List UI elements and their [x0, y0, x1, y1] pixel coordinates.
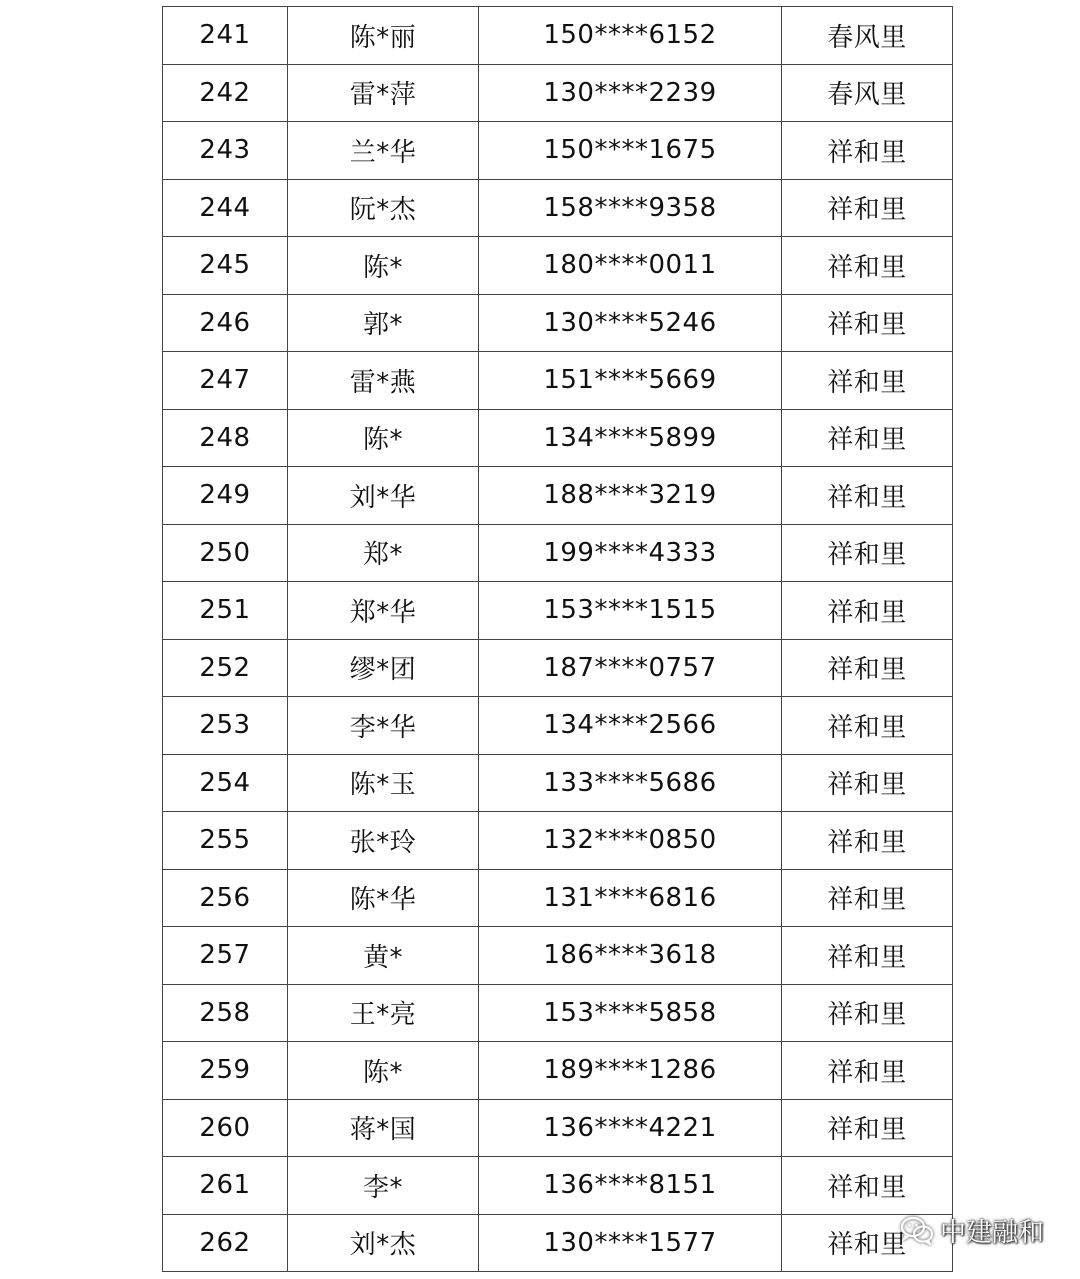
table-row — [163, 984, 953, 1042]
row-number-cell: 258 — [163, 984, 288, 1042]
name-cell: 刘*杰 — [288, 1214, 479, 1272]
watermark-text: 中建融和 — [940, 1217, 1045, 1248]
phone-cell: 153****1515 — [479, 582, 782, 640]
table-row — [163, 467, 953, 525]
phone-cell: 131****6816 — [479, 869, 782, 927]
phone-cell: 130****5246 — [479, 294, 782, 352]
name-cell: 郑* — [288, 524, 479, 582]
community-cell: 祥和里 — [782, 467, 953, 525]
row-number-cell: 257 — [163, 927, 288, 985]
community-cell: 春风里 — [782, 64, 953, 122]
row-number-cell: 252 — [163, 639, 288, 697]
phone-cell: 189****1286 — [479, 1042, 782, 1100]
watermark — [900, 1208, 1044, 1252]
community-cell: 祥和里 — [782, 697, 953, 755]
phone-cell: 134****5899 — [479, 409, 782, 467]
community-cell: 祥和里 — [782, 352, 953, 410]
table-row — [163, 697, 953, 755]
row-number-cell: 254 — [163, 754, 288, 812]
name-cell: 刘*华 — [288, 467, 479, 525]
table-row — [163, 754, 953, 812]
row-number-cell: 255 — [163, 812, 288, 870]
name-cell: 张*玲 — [288, 812, 479, 870]
table-row — [163, 64, 953, 122]
phone-cell: 136****4221 — [479, 1099, 782, 1157]
row-number-cell: 244 — [163, 179, 288, 237]
table-row — [163, 1157, 953, 1215]
name-cell: 郑*华 — [288, 582, 479, 640]
name-cell: 郭* — [288, 294, 479, 352]
community-cell: 祥和里 — [782, 1157, 953, 1215]
phone-cell: 180****0011 — [479, 237, 782, 295]
name-cell: 蒋*国 — [288, 1099, 479, 1157]
table-row — [163, 639, 953, 697]
phone-cell: 187****0757 — [479, 639, 782, 697]
community-cell: 祥和里 — [782, 812, 953, 870]
name-cell: 阮*杰 — [288, 179, 479, 237]
table-row — [163, 237, 953, 295]
phone-cell: 153****5858 — [479, 984, 782, 1042]
phone-cell: 130****2239 — [479, 64, 782, 122]
name-cell: 李* — [288, 1157, 479, 1215]
table-row — [163, 1042, 953, 1100]
phone-cell: 199****4333 — [479, 524, 782, 582]
table-row — [163, 524, 953, 582]
resident-table — [162, 6, 953, 1272]
table-body — [163, 7, 953, 1272]
phone-cell: 130****1577 — [479, 1214, 782, 1272]
row-number-cell: 246 — [163, 294, 288, 352]
name-cell: 陈* — [288, 1042, 479, 1100]
row-number-cell: 262 — [163, 1214, 288, 1272]
community-cell: 祥和里 — [782, 524, 953, 582]
community-cell: 祥和里 — [782, 1042, 953, 1100]
name-cell: 缪*团 — [288, 639, 479, 697]
name-cell: 李*华 — [288, 697, 479, 755]
row-number-cell: 256 — [163, 869, 288, 927]
name-cell: 陈* — [288, 409, 479, 467]
row-number-cell: 251 — [163, 582, 288, 640]
community-cell: 祥和里 — [782, 294, 953, 352]
name-cell: 陈*丽 — [288, 7, 479, 65]
phone-cell: 186****3618 — [479, 927, 782, 985]
community-cell: 祥和里 — [782, 1214, 953, 1272]
row-number-cell: 243 — [163, 122, 288, 180]
community-cell: 祥和里 — [782, 237, 953, 295]
table-row — [163, 927, 953, 985]
table-row — [163, 122, 953, 180]
phone-cell: 150****6152 — [479, 7, 782, 65]
row-number-cell: 250 — [163, 524, 288, 582]
name-cell: 陈*玉 — [288, 754, 479, 812]
community-cell: 祥和里 — [782, 927, 953, 985]
phone-cell: 158****9358 — [479, 179, 782, 237]
row-number-cell: 261 — [163, 1157, 288, 1215]
table-row — [163, 869, 953, 927]
phone-cell: 134****2566 — [479, 697, 782, 755]
community-cell: 祥和里 — [782, 582, 953, 640]
community-cell: 祥和里 — [782, 984, 953, 1042]
phone-cell: 150****1675 — [479, 122, 782, 180]
table-row — [163, 582, 953, 640]
row-number-cell: 249 — [163, 467, 288, 525]
phone-cell: 151****5669 — [479, 352, 782, 410]
row-number-cell: 253 — [163, 697, 288, 755]
table-row — [163, 1099, 953, 1157]
row-number-cell: 242 — [163, 64, 288, 122]
table-row — [163, 812, 953, 870]
name-cell: 黄* — [288, 927, 479, 985]
community-cell: 祥和里 — [782, 1099, 953, 1157]
row-number-cell: 247 — [163, 352, 288, 410]
row-number-cell: 260 — [163, 1099, 288, 1157]
phone-cell: 133****5686 — [479, 754, 782, 812]
table-row — [163, 409, 953, 467]
community-cell: 春风里 — [782, 7, 953, 65]
wechat-icon — [900, 1215, 934, 1245]
table-row — [163, 179, 953, 237]
table-row — [163, 1214, 953, 1272]
name-cell: 雷*萍 — [288, 64, 479, 122]
row-number-cell: 241 — [163, 7, 288, 65]
community-cell: 祥和里 — [782, 409, 953, 467]
name-cell: 陈*华 — [288, 869, 479, 927]
community-cell: 祥和里 — [782, 754, 953, 812]
community-cell: 祥和里 — [782, 122, 953, 180]
table-row — [163, 7, 953, 65]
row-number-cell: 245 — [163, 237, 288, 295]
name-cell: 雷*燕 — [288, 352, 479, 410]
name-cell: 兰*华 — [288, 122, 479, 180]
community-cell: 祥和里 — [782, 639, 953, 697]
row-number-cell: 259 — [163, 1042, 288, 1100]
phone-cell: 132****0850 — [479, 812, 782, 870]
table-row — [163, 352, 953, 410]
phone-cell: 136****8151 — [479, 1157, 782, 1215]
name-cell: 陈* — [288, 237, 479, 295]
row-number-cell: 248 — [163, 409, 288, 467]
table-row — [163, 294, 953, 352]
community-cell: 祥和里 — [782, 869, 953, 927]
name-cell: 王*亮 — [288, 984, 479, 1042]
community-cell: 祥和里 — [782, 179, 953, 237]
phone-cell: 188****3219 — [479, 467, 782, 525]
